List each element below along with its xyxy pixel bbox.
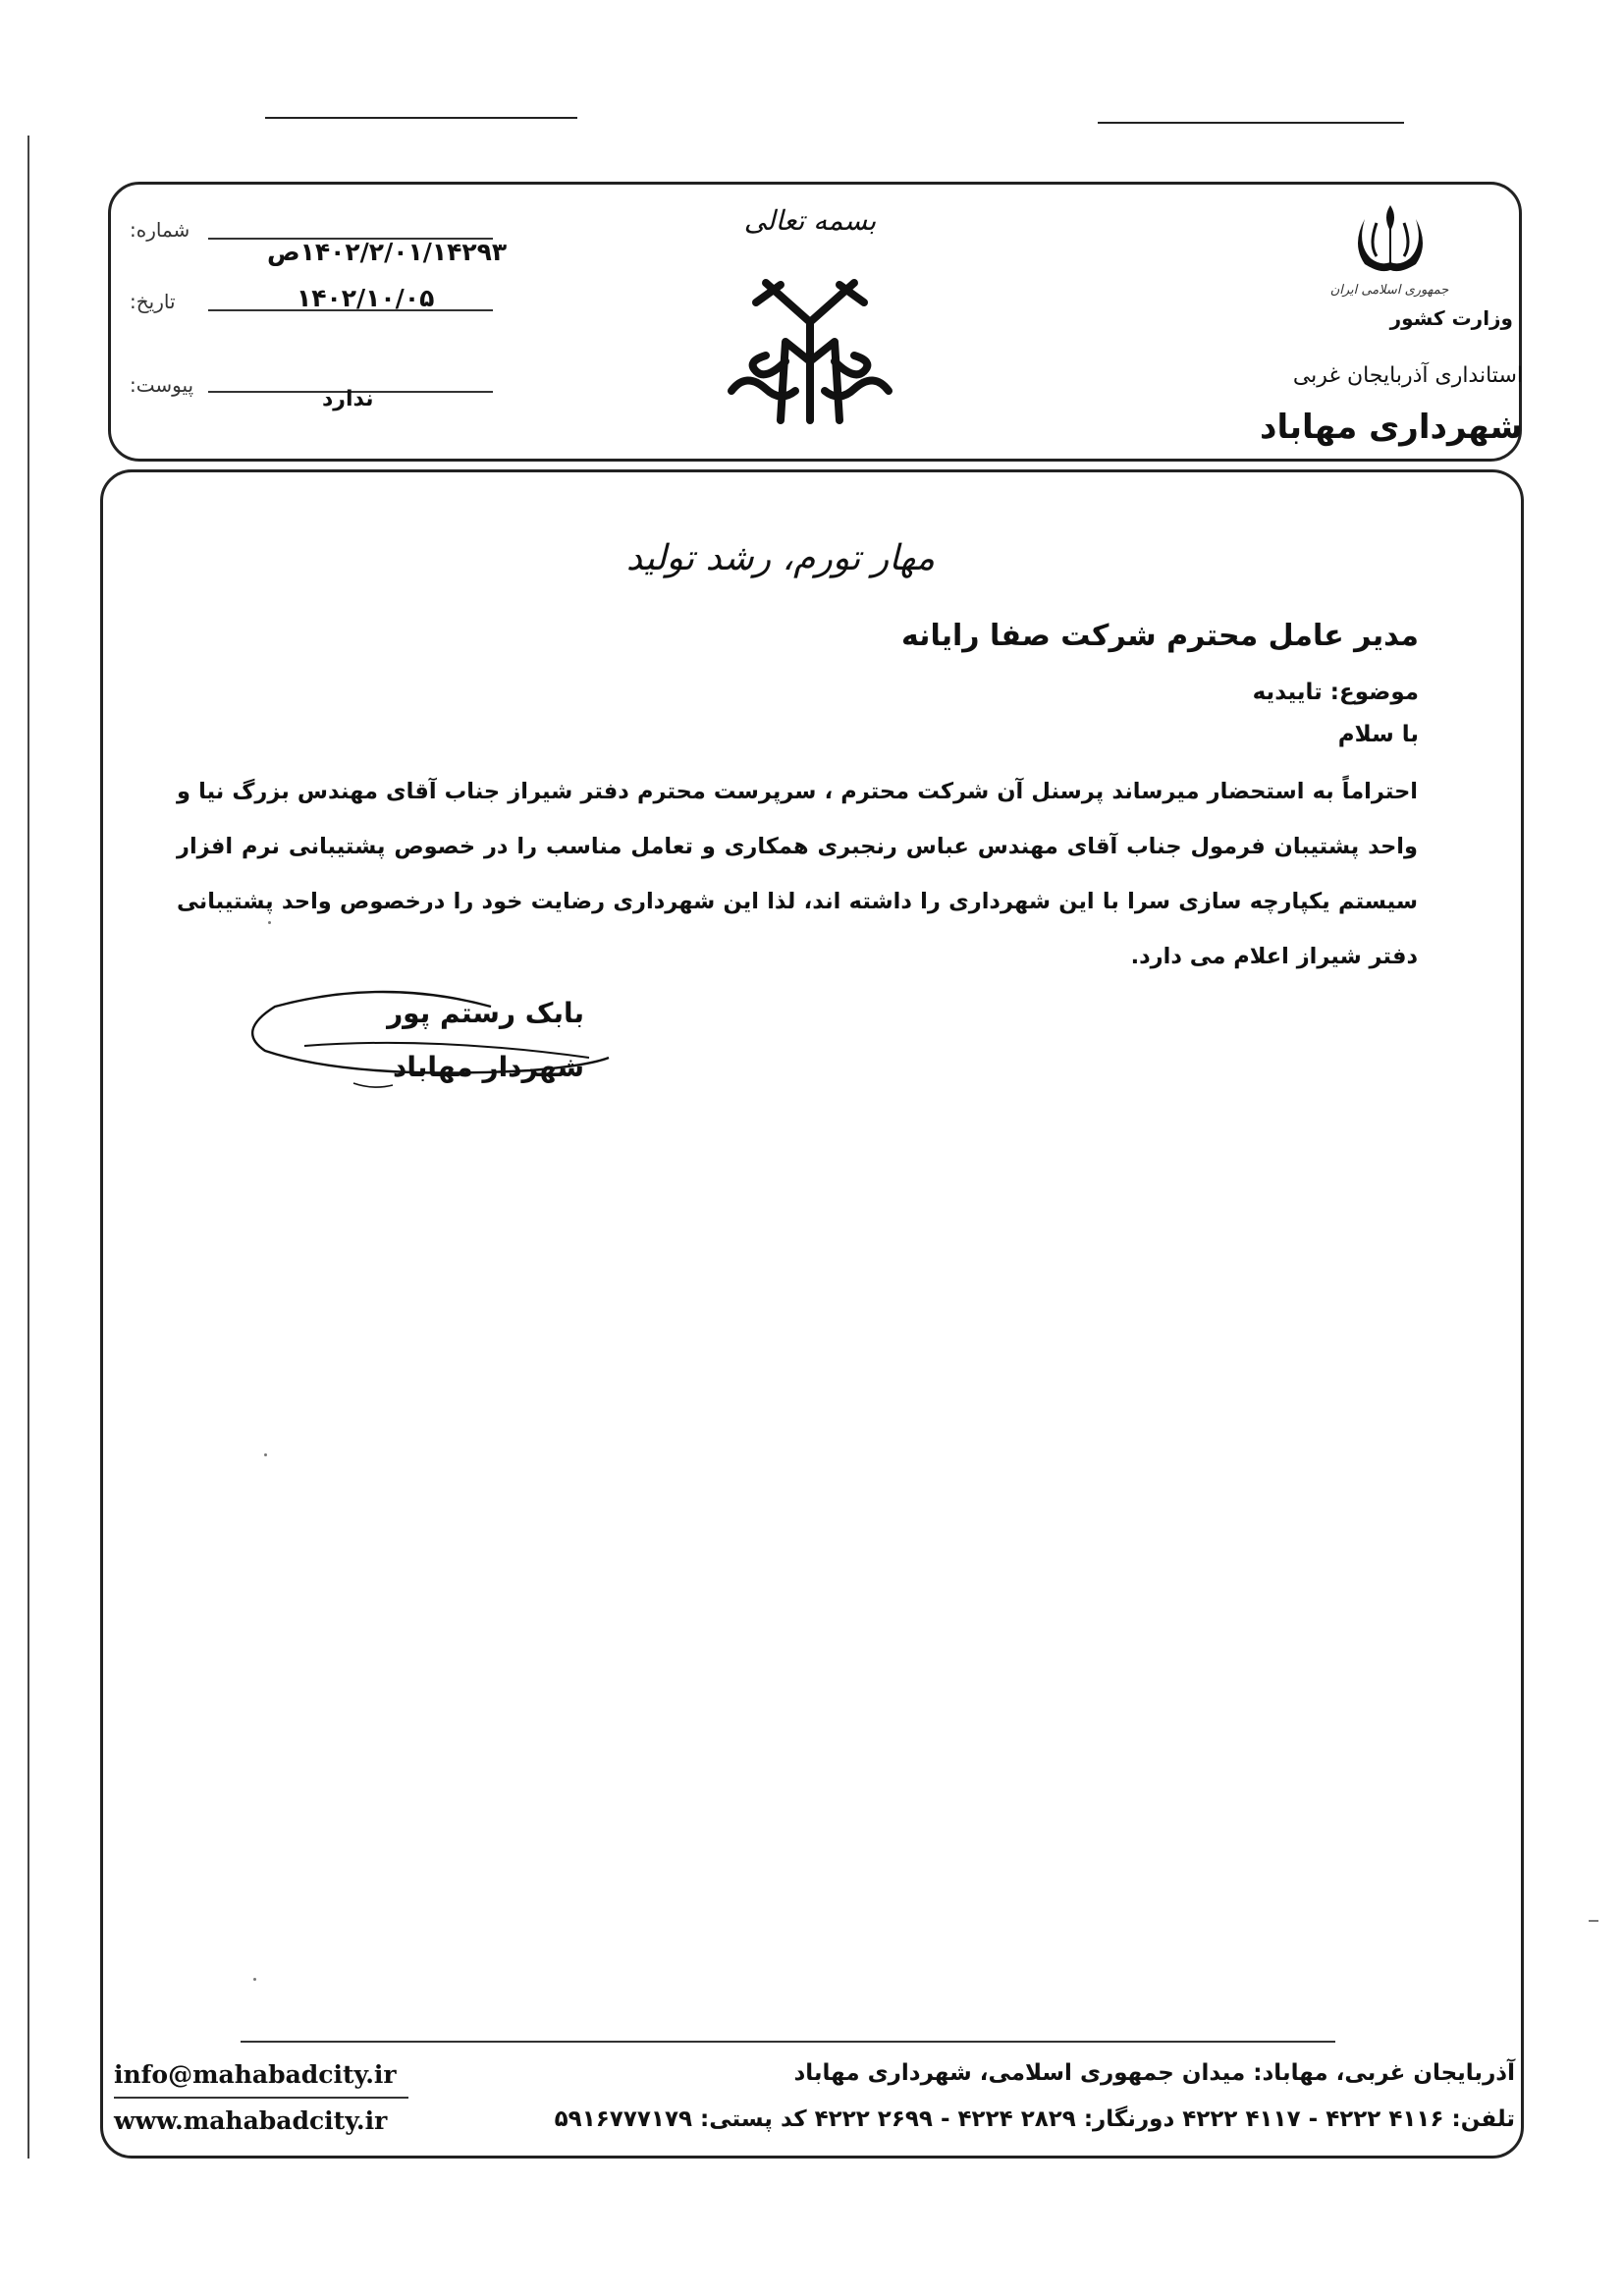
greeting: با سلام [1337, 722, 1419, 747]
emblem-caption: جمهوری اسلامی ایران [1329, 283, 1449, 298]
municipality-name: شهرداری مهاباد [1260, 408, 1523, 447]
meta-number-row [130, 218, 542, 266]
basmala: بسمه تعالی [743, 204, 877, 237]
meta-date-value: ۱۴۰۲/۱۰/۰۵ [297, 284, 435, 312]
body-frame [100, 469, 1524, 2159]
signer-name: بابک رستم پور [387, 997, 584, 1029]
footer-address: آذربایجان غربی، مهاباد: میدان جمهوری اسلامی، شهرداری مهاباد [793, 2060, 1515, 2086]
slogan: مهار تورم، رشد تولید [625, 538, 936, 578]
meta-number-value: ۱۴۰۲/۲/۰۱/۱۴۲۹۳ص [267, 238, 508, 266]
footer-divider [241, 2041, 1335, 2043]
mahabad-municipality-logo [727, 273, 893, 430]
scan-speck [1589, 1920, 1598, 1922]
footer-website: www.mahabadcity.ir [114, 2106, 388, 2135]
footer-email: info@mahabadcity.ir [114, 2060, 397, 2089]
signer-title: شهردار مهاباد [392, 1051, 584, 1083]
meta-date-row [130, 284, 542, 329]
letter-paragraph: احتراماً به استحضار میرساند پرسنل آن شرکت محترم ، سرپرست محترم دفتر شیراز جناب آقای مهندس بزرگ نیا و واحد پشتیبان فرمول جناب آقای مهندس عباس رنجبری همکاری و تعامل مناسب را در خصوص پشتیبانی نرم افزار سیستم یکپارچه سازی سرا با این شهرداری را داشته اند، لذا این شهرداری رضایت خود را درخصوص واحد پشتیبانی دفتر شیراز اعلام می دارد. [177, 779, 1418, 969]
meta-attachment-row [130, 373, 542, 412]
meta-attachment-value: ندارد [322, 387, 374, 411]
scan-top-line-right [1098, 122, 1404, 124]
scan-top-line-left [265, 117, 577, 119]
scan-speck [268, 921, 271, 924]
ministry-name: وزارت کشور [1389, 306, 1513, 330]
meta-attachment-label: پیوست: [130, 373, 194, 397]
scan-speck [253, 1978, 256, 1981]
province-name: استانداری آذربایجان غربی [1292, 363, 1523, 388]
footer-phone: تلفن: ۴۱۱۶ ۴۲۲۲ - ۴۱۱۷ ۴۲۲۲ دورنگار: ۲۸۲۹ ۴۲۲۴ - ۲۶۹۹ ۴۲۲۲ کد پستی: ۵۹۱۶۷۷۷۱۷۹ [554, 2106, 1515, 2132]
iran-emblem-icon [1345, 201, 1435, 280]
scan-speck [264, 1453, 267, 1456]
addressee: مدیر عامل محترم شرکت صفا رایانه [900, 619, 1419, 653]
meta-date-label: تاریخ: [130, 290, 176, 313]
footer-email-underline [114, 2097, 408, 2099]
scan-left-margin-line [27, 136, 29, 2159]
subject: موضوع: تاییدیه [1252, 680, 1419, 705]
meta-number-label: شماره: [130, 218, 190, 242]
